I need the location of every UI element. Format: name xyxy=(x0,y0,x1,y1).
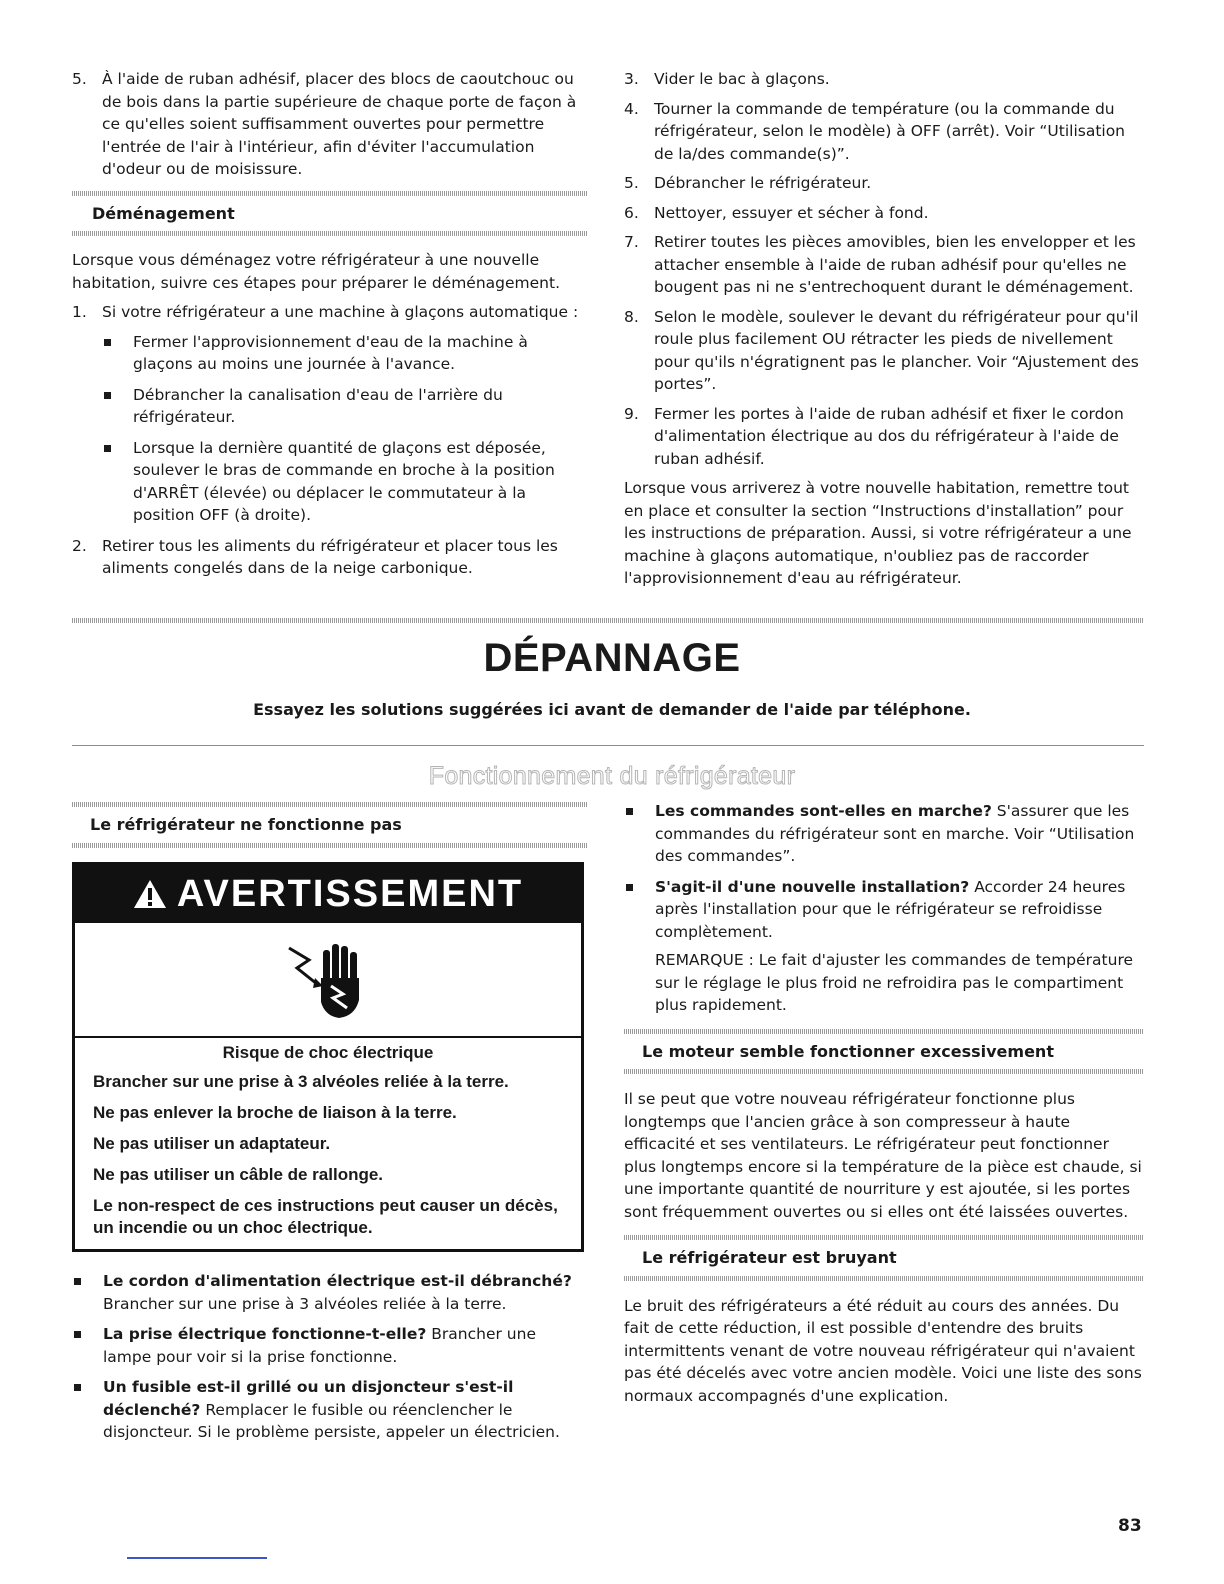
step-text: Si votre réfrigérateur a une machine à glaçons automatique : xyxy=(102,303,579,321)
step-text: Vider le bac à glaçons. xyxy=(654,70,830,88)
step-text: Retirer toutes les pièces amovibles, bien les envelopper et les attacher ensemble à l'aide de ruban adhésif pour qu'elles ne bougent pas ni ne s'entrechoquent durant le déménagement. xyxy=(654,233,1136,296)
bullet-square-icon xyxy=(626,884,633,891)
sub-bullet xyxy=(102,384,588,429)
step-number: 3. xyxy=(624,70,639,88)
check-bullet xyxy=(624,800,1144,868)
bullet-square-icon xyxy=(74,1278,81,1285)
warning-consequence: Le non-respect de ces instructions peut causer un décès, un incendie ou un choc électrique. xyxy=(93,1196,558,1237)
bullet-answer: Remplacer le fusible ou réenclencher le disjoncteur. Si le problème persiste, appeler un électricien. xyxy=(103,1400,560,1441)
step-number: 5. xyxy=(72,70,87,88)
step-text: Nettoyer, essuyer et sécher à fond. xyxy=(654,203,929,222)
section-heading: Fonctionnement du réfrigérateur xyxy=(428,762,796,790)
bullet-text: Lorsque la dernière quantité de glaçons est déposée, soulever le bras de commande en broche à la position d'ARRÊT (élevée) ou déplacer le commutateur à la position OFF (à droite). xyxy=(133,438,555,524)
bullet-answer: Brancher sur une prise à 3 alvéoles reliée à la terre. xyxy=(103,1294,507,1313)
bullet-question: S'agit-il d'une nouvelle installation? xyxy=(655,877,970,896)
hatch-divider xyxy=(624,1276,1144,1281)
bullet-answer: Brancher une lampe pour voir si la prise fonctionne. xyxy=(103,1325,536,1366)
bullet-question: Les commandes sont-elles en marche? xyxy=(655,802,992,820)
moving-heading: Déménagement xyxy=(92,203,235,223)
step-text: Fermer les portes à l'aide de ruban adhésif et fixer le cordon d'alimentation électrique au dos du réfrigérateur à l'aide de ruban adhésif. xyxy=(654,404,1124,468)
left-top-column xyxy=(72,68,588,587)
step-item xyxy=(624,68,1144,91)
step-1-ice-maker xyxy=(72,301,588,324)
hatch-divider xyxy=(72,843,588,848)
bullet-square-icon xyxy=(104,445,111,452)
check-bullet xyxy=(624,876,1144,944)
step-number: 2. xyxy=(72,536,87,555)
page-number: 83 xyxy=(1118,1516,1142,1536)
right-bottom-column xyxy=(624,800,1144,1414)
step-item xyxy=(624,202,1144,225)
step-number: 8. xyxy=(624,307,639,326)
warning-triangle-icon xyxy=(133,879,167,909)
section-rule xyxy=(72,745,1144,746)
step-text: Selon le modèle, soulever le devant du réfrigérateur pour qu'il roule plus facilement OU rétracter les pieds de nivellement pour qu'ils n'égratignent pas le plancher. Voir “Ajustement des portes”. xyxy=(654,307,1139,393)
warning-header xyxy=(75,865,581,923)
step-text: Retirer tous les aliments du réfrigérateur et placer tous les aliments congelés dans de la neige carbonique. xyxy=(102,536,558,577)
bullet-question: Un fusible est-il grillé ou un disjoncteur s'est-il déclenché? xyxy=(103,1378,514,1419)
not-running-heading: Le réfrigérateur ne fonctionne pas xyxy=(90,815,402,834)
moving-closing: Lorsque vous arriverez à votre nouvelle habitation, remettre tout en place et consulter la section “Instructions d'installation” pour les instructions de préparation. Aussi, si votre réfrigérateur a une machine à glaçons automatique, n'oubliez pas de raccorder l'approvisionnement d'eau au réfrigérateur. xyxy=(624,479,1132,587)
sub-bullet xyxy=(102,331,588,376)
bullet-question: Le cordon d'alimentation électrique est-il débranché? xyxy=(103,1272,572,1290)
step-item xyxy=(624,98,1144,166)
check-bullet xyxy=(72,1270,588,1315)
step-2-remove-food xyxy=(72,535,588,580)
noise-heading: Le réfrigérateur est bruyant xyxy=(642,1248,897,1267)
bullet-answer: S'assurer que les commandes du réfrigérateur sont en marche. Voir “Utilisation des commandes”. xyxy=(655,802,1135,865)
right-top-column xyxy=(624,68,1144,597)
warning-line: Brancher sur une prise à 3 alvéoles reliée à la terre. xyxy=(93,1072,509,1091)
bullet-square-icon xyxy=(626,808,633,815)
warning-title: AVERTISSEMENT xyxy=(176,872,524,915)
note: REMARQUE : Le fait d'ajuster les commandes de température sur le réglage le plus froid ne refroidira pas le compartiment plus rapidement. xyxy=(655,951,1134,1014)
page-title: DÉPANNAGE xyxy=(483,636,741,680)
footer-line xyxy=(127,1557,267,1559)
step-text: À l'aide de ruban adhésif, placer des blocs de caoutchouc ou de bois dans la partie supérieure de chaque porte de façon à ce qu'elles soient suffisamment ouvertes pour permettre l'entrée de l'air à l'intérieur, afin d'éviter l'accumulation d'odeur ou de moisissure. xyxy=(102,70,577,178)
step-number: 6. xyxy=(624,203,639,222)
step-number: 5. xyxy=(624,174,639,192)
motor-heading: Le moteur semble fonctionner excessivement xyxy=(642,1041,1054,1061)
bullet-square-icon xyxy=(74,1384,81,1391)
electric-shock-hand-icon xyxy=(283,938,373,1022)
noise-text: Le bruit des réfrigérateurs a été réduit au cours des années. Du fait de cette réduction, il est possible d'entendre des bruits intermittents venant de votre nouveau réfrigérateur qui n'avaient pas été décelés avec votre ancien modèle. Voici une liste des sons normaux accompagnés d'une explication. xyxy=(624,1296,1142,1405)
bullet-square-icon xyxy=(74,1331,81,1338)
hatch-divider xyxy=(72,231,588,236)
check-bullet xyxy=(72,1323,588,1368)
step-item xyxy=(624,172,1144,195)
step-item xyxy=(624,231,1144,299)
step-number: 4. xyxy=(624,99,639,118)
step-item xyxy=(624,306,1144,396)
step-number: 1. xyxy=(72,303,87,321)
bullet-text: Fermer l'approvisionnement d'eau de la machine à glaçons au moins une journée à l'avance. xyxy=(133,332,528,373)
left-bottom-bullets xyxy=(72,1270,588,1452)
check-bullet xyxy=(72,1376,588,1444)
bullet-question: La prise électrique fonctionne-t-elle? xyxy=(103,1325,427,1343)
step-item xyxy=(624,403,1144,471)
warning-body xyxy=(75,1038,581,1239)
warning-icon-area xyxy=(75,923,581,1038)
step-text: Débrancher le réfrigérateur. xyxy=(654,174,872,192)
left-bottom-column xyxy=(72,802,588,848)
bullet-square-icon xyxy=(104,339,111,346)
bullet-square-icon xyxy=(104,392,111,399)
hatch-divider xyxy=(72,618,1144,623)
warning-line: Ne pas enlever la broche de liaison à la terre. xyxy=(93,1103,457,1122)
bullet-text: Débrancher la canalisation d'eau de l'arrière du réfrigérateur. xyxy=(133,385,503,426)
warning-line: Ne pas utiliser un câble de rallonge. xyxy=(93,1165,384,1184)
warning-risk: Risque de choc électrique xyxy=(222,1043,434,1062)
moving-intro: Lorsque vous déménagez votre réfrigérateur à une nouvelle habitation, suivre ces étapes pour préparer le déménagement. xyxy=(72,251,561,292)
bullet-answer: Accorder 24 heures après l'installation pour que le réfrigérateur se refroidisse complètement. xyxy=(655,877,1126,941)
sub-bullet xyxy=(102,437,588,527)
step-number: 9. xyxy=(624,404,639,423)
hatch-divider xyxy=(624,1069,1144,1074)
step-text: Tourner la commande de température (ou la commande du réfrigérateur, selon le modèle) à OFF (arrêt). Voir “Utilisation de la/des commande(s)”. xyxy=(654,99,1126,163)
step-number: 7. xyxy=(624,233,639,251)
motor-text: Il se peut que votre nouveau réfrigérateur fonctionne plus longtemps que l'ancien grâce à son compresseur à haute efficacité et ses ventilateurs. Le réfrigérateur peut fonctionner plus longtemps encore si la température de la pièce est chaude, si une importante quantité de nourriture y est ajoutée, si les portes sont fréquemment ouvertes ou si elles ont été laissées ouvertes. xyxy=(624,1090,1142,1221)
step-5-door-blocks xyxy=(72,68,588,181)
warning-line: Ne pas utiliser un adaptateur. xyxy=(93,1134,331,1153)
warning-box xyxy=(72,862,584,1252)
page-subtitle: Essayez les solutions suggérées ici avant de demander de l'aide par téléphone. xyxy=(253,700,971,719)
